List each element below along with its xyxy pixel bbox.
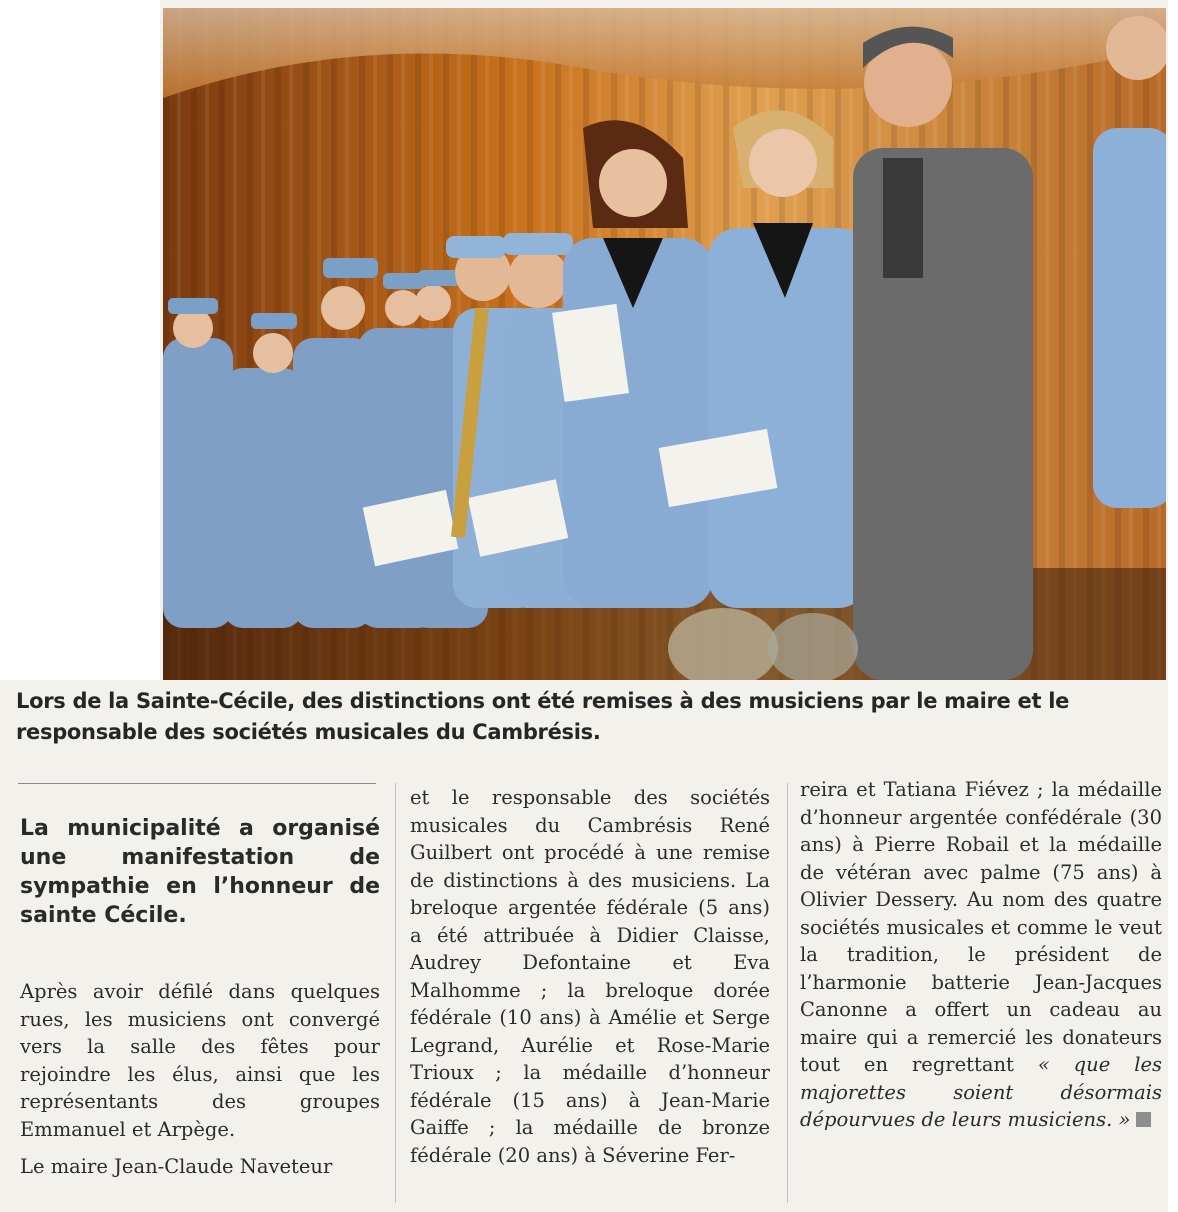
- article-column-3: [800, 776, 1162, 1134]
- paragraph: Le maire Jean-Claude Naveteur: [20, 1155, 333, 1178]
- band-photo-icon: [163, 8, 1166, 680]
- photo-caption: Lors de la Sainte-Cécile, des distinctions ont été remises à des musiciens par le maire et le responsable des sociétés musicales du Cambrésis.: [16, 689, 1070, 744]
- quote: « que les majorettes soient désormais dépourvues de leurs musiciens. »: [800, 1053, 1162, 1131]
- page-margin: [0, 0, 160, 680]
- column-divider: [395, 783, 396, 1203]
- paragraph: Après avoir défilé dans quelques rues, les musiciens ont convergé vers la salle des fêtes pour rejoindre les élus, ainsi que les représentants des groupes Emmanuel et Arpège.: [20, 980, 380, 1141]
- article-column-1: [20, 978, 380, 1181]
- band-photo: [163, 8, 1166, 680]
- article-column-2: [410, 784, 770, 1169]
- paragraph: [800, 776, 1162, 1134]
- article-lead: La municipalité a organisé une manifestation de sympathie en l’honneur de sainte Cécile.: [20, 816, 380, 928]
- page-margin: [1168, 0, 1178, 1212]
- paragraph: et le responsable des sociétés musicales du Cambrésis René Guilbert ont procédé à une remise de distinctions à des musiciens. La breloque argentée fédérale (5 ans) a été attribuée à Didier Claisse, Audrey Defontaine et Eva Malhomme ; la breloque dorée fédérale (10 ans) à Amélie et Serge Legrand, Aurélie et Rose-Marie Trioux ; la médaille d’honneur fédérale (15 ans) à Jean-Marie Gaiffe ; la médaille de bronze fédérale (20 ans) à Séverine Fer-: [410, 786, 770, 1167]
- column-divider: [787, 783, 788, 1203]
- paragraph-text: reira et Tatiana Fiévez ; la médaille d’honneur argentée confédérale (30 ans) à Pierre Robail et la médaille de vétéran avec palme (75 ans) à Olivier Dessery. Au nom des quatre sociétés musicales et comme le veut la tradition, le président de l’harmonie batterie Jean-Jacques Canonne a offert un cadeau au maire qui a remercié les donateurs tout en regrettant: [800, 778, 1162, 1076]
- end-of-article-icon: [1136, 1112, 1151, 1127]
- divider: [18, 783, 376, 784]
